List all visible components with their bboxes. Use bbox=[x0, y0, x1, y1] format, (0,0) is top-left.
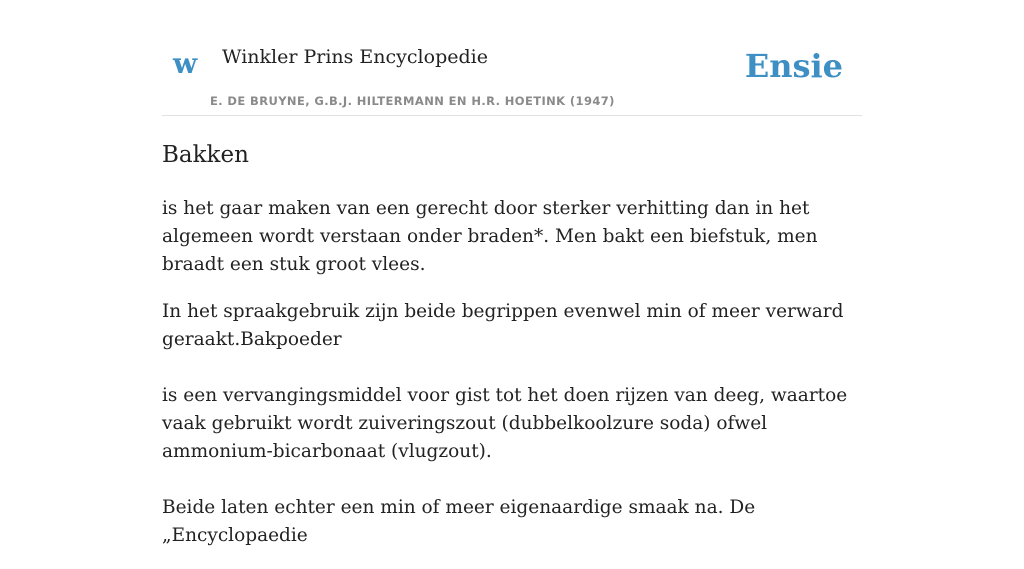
encyclopedia-logo-icon[interactable]: w bbox=[173, 47, 198, 80]
authors-line: E. DE BRUYNE, G.B.J. HILTERMANN EN H.R. HOETINK (1947) bbox=[210, 94, 615, 108]
paragraph-spacer bbox=[162, 373, 862, 382]
ensie-logo[interactable]: Ensie bbox=[744, 47, 843, 85]
paragraph-1: is het gaar maken van een gerecht door sterker verhitting dan in het algemeen wordt verstaan onder braden*. Men bakt een biefstuk, men braadt een stuk groot vlees. bbox=[162, 198, 818, 275]
paragraph-2: In het spraakgebruik zijn beide begrippen evenwel min of meer verward geraakt.Bakpoeder bbox=[162, 301, 844, 350]
article bbox=[162, 140, 862, 569]
paragraph-spacer bbox=[162, 485, 862, 494]
paragraph-4: Beide laten echter een min of meer eigenaardige smaak na. De „Encyclopaedie bbox=[162, 497, 756, 546]
paragraph-3: is een vervangingsmiddel voor gist tot het doen rijzen van deeg, waartoe vaak gebruikt wordt zuiveringszout (dubbelkoolzure soda) ofwel ammonium-bicarbonaat (vlugzout). bbox=[162, 385, 848, 462]
article-title: Bakken bbox=[162, 142, 249, 168]
header bbox=[162, 0, 862, 116]
book-title[interactable]: Winkler Prins Encyclopedie bbox=[222, 46, 488, 68]
